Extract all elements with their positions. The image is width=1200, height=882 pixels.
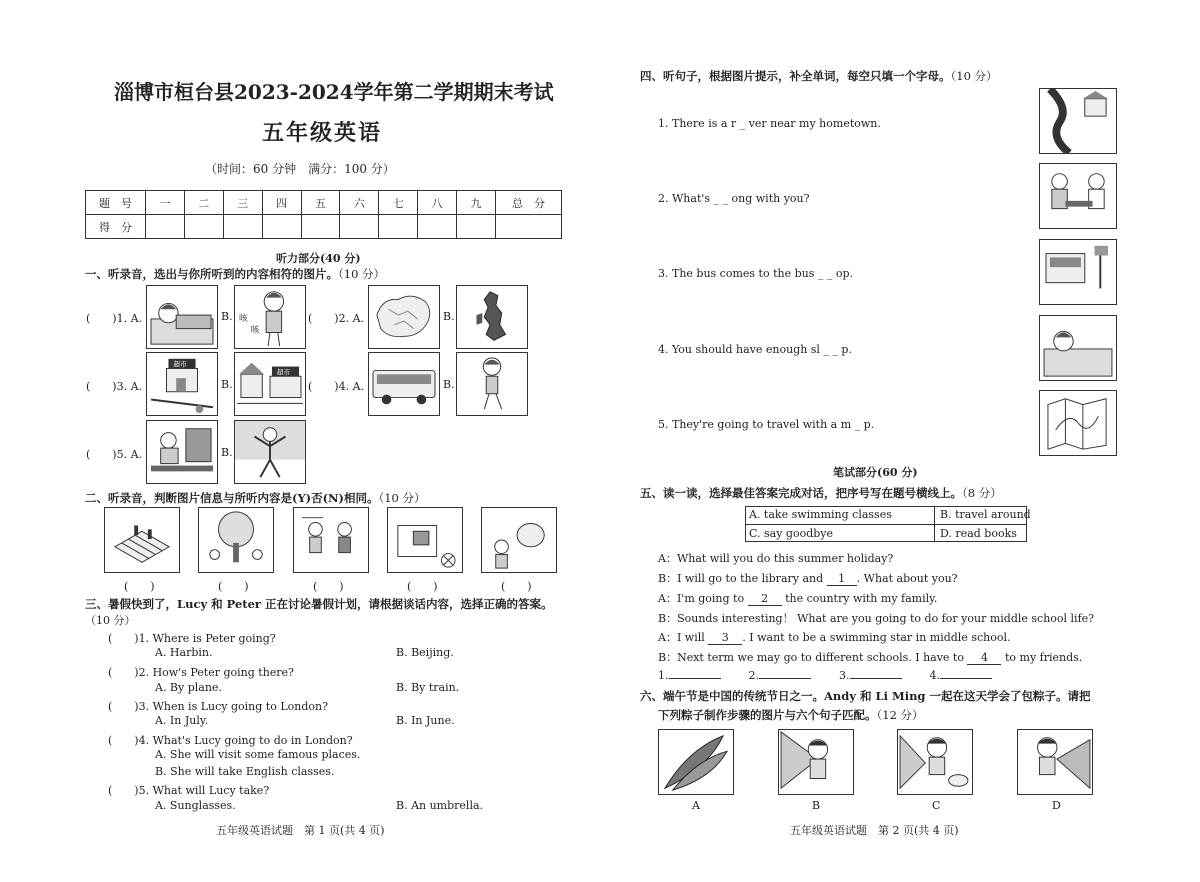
s5-blank-1[interactable]: 1 (827, 572, 857, 586)
s6-label-d: D (1052, 799, 1061, 812)
s2-picture-chess (104, 507, 180, 573)
s2-picture-cow (481, 507, 557, 573)
s5-dialog-line-5 (658, 629, 1010, 645)
q2-label-b: B. (443, 310, 455, 323)
s2-answer-2[interactable]: ( ) (218, 580, 249, 593)
s5-answer-3-blank[interactable] (850, 678, 902, 679)
s3-q3: ( )3. When is Lucy going to London? (108, 700, 328, 713)
s5-answer-4-blank[interactable] (940, 678, 992, 679)
score-header-5: 五 (301, 191, 340, 215)
s6-label-a: A (692, 799, 700, 812)
writing-header: 笔试部分(60 分) (833, 466, 918, 479)
s5-blank-3[interactable]: 3 (708, 631, 742, 645)
s5-line-6-pre: B：Next term we may go to different schools. I have to (658, 651, 964, 664)
section-1-title-text: 一、听录音，选出与你所听到的内容相符的图片。 (85, 267, 338, 281)
exam-subject: 五年级英语 (262, 120, 383, 146)
q5-label-b: B. (221, 446, 233, 459)
section-1-points: （10 分） (338, 267, 386, 281)
tree-planting-icon (199, 508, 273, 572)
score-cell[interactable] (301, 215, 340, 239)
cough-text-2: 咳 (250, 325, 260, 336)
s4-picture-busstop (1039, 239, 1117, 305)
s3-q1-b: B. Beijing. (396, 646, 454, 659)
q4-label-b: B. (443, 378, 455, 391)
chess-board-icon (105, 508, 179, 572)
s3-q2-a: A. By plane. (155, 681, 222, 694)
s5-blank-4[interactable]: 4 (967, 651, 1001, 665)
score-cell[interactable] (496, 215, 562, 239)
s5-dialog-line-2 (658, 570, 958, 586)
q2-label: ( )2. A. (308, 312, 365, 325)
girl-tying-zongzi-icon (1018, 730, 1092, 794)
score-table (85, 190, 562, 239)
section-2-points: （10 分） (378, 491, 426, 505)
s3-q5-b: B. An umbrella. (396, 799, 484, 812)
s6-picture-d (1017, 729, 1093, 795)
s3-q2: ( )2. How's Peter going there? (108, 666, 294, 679)
exam-time-info: （时间：60 分钟 满分：100 分） (205, 162, 395, 176)
s6-label-b: B (812, 799, 821, 812)
score-cell[interactable] (262, 215, 301, 239)
s3-q5-a: A. Sunglasses. (155, 799, 236, 812)
computer-user-icon (147, 421, 217, 483)
s4-item-2: 2. What's _ _ ong with you? (658, 192, 810, 205)
score-cell[interactable] (223, 215, 262, 239)
q2-picture-a (368, 285, 440, 349)
s5-dialog-line-6 (658, 649, 1082, 665)
s5-option-d: D. read books (940, 527, 1017, 540)
q4-picture-b (456, 352, 528, 416)
uk-map-icon (457, 286, 527, 348)
q4-label: ( )4. A. (308, 380, 365, 393)
s5-options-divider (746, 524, 1026, 525)
exercising-girl-icon (235, 421, 305, 483)
q5-picture-b (234, 420, 306, 484)
girl-adding-rice-icon (898, 730, 972, 794)
s5-dialog-line-1: A：What will you do this summer holiday? (658, 552, 894, 565)
house-and-supermarket-icon (235, 353, 305, 415)
s4-item-5: 5. They're going to travel with a m _ p. (658, 418, 875, 431)
coughing-child-icon (235, 286, 305, 348)
section-4-title (640, 68, 998, 84)
s5-option-c: C. say goodbye (749, 527, 834, 540)
s5-dialog-line-3 (658, 590, 937, 606)
q3-picture-a (146, 352, 218, 416)
s5-option-a: A. take swimming classes (749, 508, 892, 521)
s5-line-2-post: . What about you? (856, 572, 958, 585)
q3-picture-b (234, 352, 306, 416)
score-header-8: 八 (418, 191, 457, 215)
s5-dialog-line-4: B：Sounds interesting！ What are you going to do for your middle school life? (658, 612, 1095, 625)
s4-picture-river (1039, 88, 1117, 154)
score-header-1: 一 (146, 191, 185, 215)
s5-line-2-pre: B：I will go to the library and (658, 572, 824, 585)
s4-item-3: 3. The bus comes to the bus _ _ op. (658, 267, 854, 280)
s4-item-4: 4. You should have enough sl _ _ p. (658, 343, 852, 356)
china-map-icon (369, 286, 439, 348)
q2-picture-b (456, 285, 528, 349)
s2-answer-1[interactable]: ( ) (124, 580, 155, 593)
right-footer: 五年级英语试题 第 2 页(共 4 页) (790, 824, 959, 837)
s2-picture-kids (293, 507, 369, 573)
score-cell[interactable] (146, 215, 185, 239)
section-6-title-2 (658, 707, 924, 723)
s6-label-c: C (932, 799, 941, 812)
s5-line-6-post: to my friends. (1004, 651, 1083, 664)
s2-answer-4[interactable]: ( ) (407, 580, 438, 593)
s6-picture-b (778, 729, 854, 795)
bus-icon (369, 353, 439, 415)
section-5-title (640, 485, 1002, 501)
bus-stop-icon (1040, 240, 1116, 304)
section-4-points: （10 分） (950, 69, 998, 83)
score-header-label: 题 号 (86, 191, 146, 215)
s2-answer-5[interactable]: ( ) (501, 580, 532, 593)
s3-q3-b: B. In June. (396, 714, 455, 727)
s3-q5: ( )5. What will Lucy take? (108, 784, 270, 797)
score-header-3: 三 (223, 191, 262, 215)
right-page (600, 0, 1200, 882)
s5-option-b: B. travel around (940, 508, 1031, 521)
s3-q1: ( )1. Where is Peter going? (108, 632, 276, 645)
listening-header: 听力部分(40 分) (276, 252, 361, 265)
s5-options-vdivider (934, 507, 935, 541)
bamboo-leaves-icon (659, 730, 733, 794)
score-header-6: 六 (340, 191, 379, 215)
q4-picture-a (368, 352, 440, 416)
farm-cow-icon (482, 508, 556, 572)
s4-picture-map (1039, 390, 1117, 456)
cough-text: 咳 (239, 313, 248, 324)
s3-q2-b: B. By train. (396, 681, 460, 694)
q1-picture-b (234, 285, 306, 349)
s5-answer-2-label: 2. (748, 669, 759, 682)
exam-title: 淄博市桓台县2023-2024学年第二学期期末考试 (114, 80, 554, 104)
q3-label: ( )3. A. (86, 380, 143, 393)
s5-options-box (745, 506, 1031, 542)
q1-picture-a (146, 285, 218, 349)
schoolbag-on-chair-icon (388, 508, 462, 572)
river-icon (1040, 89, 1116, 153)
s2-picture-tree (198, 507, 274, 573)
q1-label-b: B. (221, 310, 233, 323)
s6-picture-c (897, 729, 973, 795)
left-footer: 五年级英语试题 第 1 页(共 4 页) (216, 824, 385, 837)
section-3-points: （10 分） (85, 614, 136, 627)
map-icon (1040, 391, 1116, 455)
s5-line-3-pre: A：I'm going to (658, 592, 745, 605)
sleeping-boy-icon (1040, 316, 1116, 380)
supermarket-sign-text-2: 超市 (276, 368, 291, 377)
section-2-title (85, 490, 426, 506)
s5-answer-3-label: 3. (839, 669, 850, 682)
s2-picture-bag (387, 507, 463, 573)
score-header-total: 总 分 (496, 191, 562, 215)
s5-line-5-post: . I want to be a swimming star in middle school. (742, 631, 1011, 644)
section-5-title-text: 五、读一读，选择最佳答案完成对话，把序号写在题号横线上。 (640, 486, 962, 500)
s2-answer-3[interactable]: ( ) (313, 580, 344, 593)
supermarket-icon (147, 353, 217, 415)
score-cell[interactable] (418, 215, 457, 239)
score-cell[interactable] (457, 215, 496, 239)
s3-q3-a: A. In July. (155, 714, 209, 727)
section-2-title-text: 二、听录音，判断图片信息与所听内容是(Y)否(N)相同。 (85, 491, 379, 505)
s5-answer-line (658, 669, 992, 682)
s5-answer-2-blank[interactable] (759, 678, 811, 679)
s5-line-3-post: the country with my family. (785, 592, 938, 605)
section-6-title-2-text: 下列粽子制作步骤的图片与六个句子匹配。 (658, 708, 877, 722)
score-cell[interactable] (340, 215, 379, 239)
s5-answer-1-label: 1. (658, 669, 669, 682)
score-cell[interactable] (184, 215, 223, 239)
s6-picture-a (658, 729, 734, 795)
score-row-label: 得 分 (86, 215, 146, 239)
q1-label: ( )1. A. (86, 312, 143, 325)
section-1-title (85, 266, 385, 282)
s5-blank-2[interactable]: 2 (748, 592, 782, 606)
q5-picture-a (146, 420, 218, 484)
q5-label: ( )5. A. (86, 448, 143, 461)
q3-label-b: B. (221, 378, 233, 391)
supermarket-sign-text: 超市 (173, 360, 187, 369)
s3-q4-b: B. She will take English classes. (155, 765, 335, 778)
section-5-points: （8 分） (962, 486, 1002, 500)
score-header-9: 九 (457, 191, 496, 215)
s5-answer-1-blank[interactable] (669, 678, 721, 679)
section-6-title-1: 六、端午节是中国的传统节日之一。Andy 和 Li Ming 一起在这天学会了包粽子。请把 (640, 689, 1091, 703)
s5-line-5-pre: A：I will (658, 631, 705, 644)
score-header-2: 二 (184, 191, 223, 215)
s4-item-1: 1. There is a r _ ver near my hometown. (658, 117, 881, 130)
doctor-visit-icon (1040, 164, 1116, 228)
walking-girl-icon (457, 353, 527, 415)
section-6-points: （12 分） (876, 708, 924, 722)
section-3-title: 三、暑假快到了，Lucy 和 Peter 正在讨论暑假计划，请根据谈话内容，选择正确的答案。 (85, 597, 553, 611)
children-playing-icon (294, 508, 368, 572)
s4-picture-sleep (1039, 315, 1117, 381)
s4-picture-doctor (1039, 163, 1117, 229)
score-header-7: 七 (379, 191, 418, 215)
s5-answer-4-label: 4. (929, 669, 940, 682)
sleeping-child-icon (147, 286, 217, 348)
s3-q1-a: A. Harbin. (155, 646, 213, 659)
score-cell[interactable] (379, 215, 418, 239)
s3-q4-a: A. She will visit some famous places. (155, 748, 361, 761)
girl-folding-leaf-icon (779, 730, 853, 794)
s3-q4: ( )4. What's Lucy going to do in London? (108, 734, 353, 747)
section-4-title-text: 四、听句子，根据图片提示，补全单词，每空只填一个字母。 (640, 69, 951, 83)
score-header-4: 四 (262, 191, 301, 215)
